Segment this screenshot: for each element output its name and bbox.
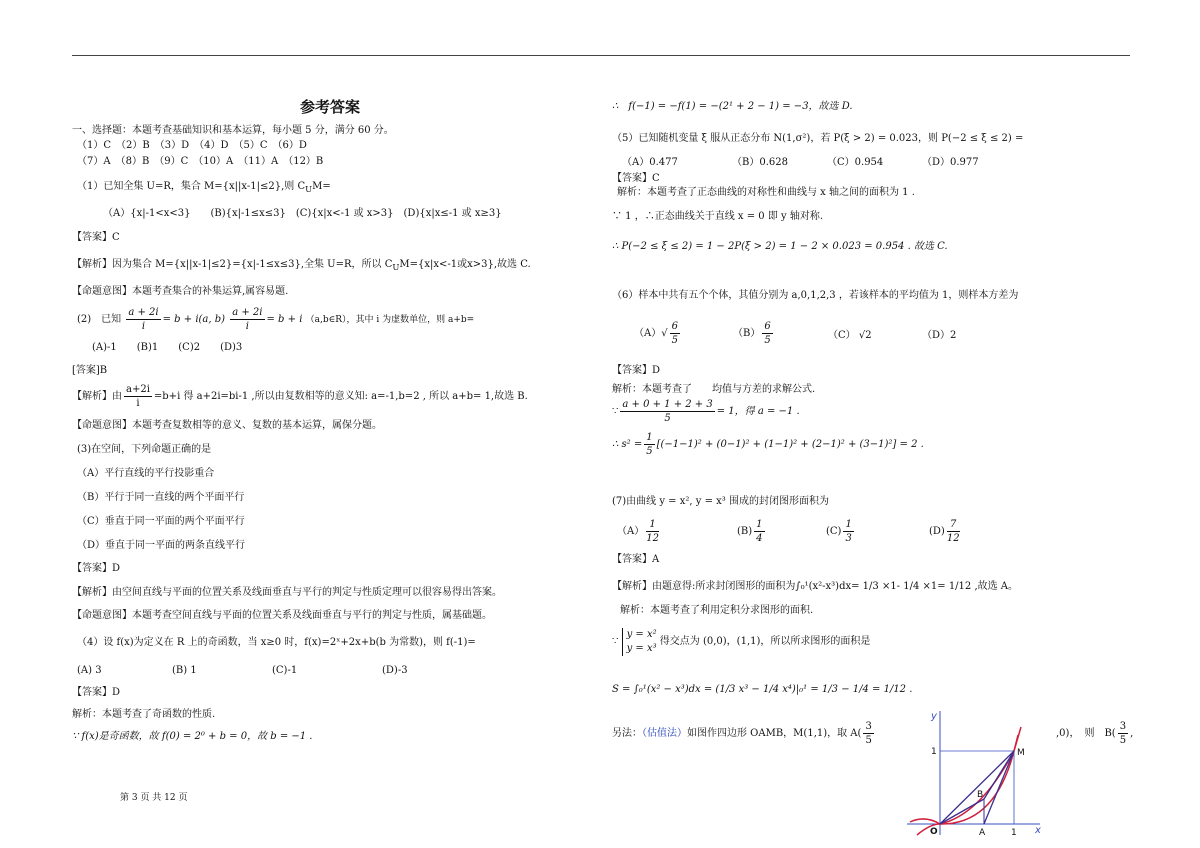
q5-explanation: 解析：本题考查了正态曲线的对称性和曲线与 x 轴之间的面积为 1 . — [617, 187, 915, 198]
q7-option-a: （A） $\frac{1}{12}$ — [617, 519, 659, 544]
q7-text: (7)由曲线 y = x², y = x³ 围成的封闭图形面积为 — [612, 496, 829, 507]
q7-answer: 【答案】A — [612, 554, 660, 565]
q6-answer: 【答案】D — [612, 365, 661, 376]
label-o: O — [930, 827, 938, 837]
q7-option-c: (C) $\frac{1}{3}$ — [826, 519, 852, 544]
label-m: M — [1017, 748, 1025, 758]
label-y: y — [931, 711, 937, 722]
q7-system: ∵ y = x² y = x³ 得交点为 (0,0)，(1,1)，所以所求图形的面积是 — [612, 629, 871, 654]
q4-explanation-2: ∵ f(x)是奇函数，故 f(0) = 2⁰ + b = 0，故 b = −1 . — [72, 731, 313, 742]
q6-option-b: （B） $\frac{6}{5}$ — [733, 321, 771, 346]
label-one-x: 1 — [1011, 828, 1017, 838]
q3-answer: 【答案】D — [72, 563, 121, 574]
q5-option-c: （C）0.954 — [827, 157, 884, 168]
label-x: x — [1035, 825, 1041, 836]
page-footer: 第 3 页 共 12 页 — [120, 793, 188, 803]
q2-answer: [答案]B — [72, 365, 108, 376]
q4-option-b: (B) 1 — [172, 665, 197, 676]
q6-explanation: 解析：本题考查了 均值与方差的求解公式. — [612, 384, 816, 395]
q3-text: (3)在空间，下列命题正确的是 — [77, 444, 212, 455]
answers-row-2: （7）A （8）B （9）C （10）A （11）A （12）B — [77, 156, 324, 167]
q4-option-a: (A) 3 — [77, 665, 102, 676]
q4-option-d: (D)-3 — [382, 665, 408, 676]
area-figure — [905, 705, 1045, 845]
q6-explanation-2: ∵ $\frac{a + 0 + 1 + 2 + 3}{5}$ = 1，得 a = −1 . — [612, 399, 800, 424]
q3-option-a: （A）平行直线的平行投影重合 — [77, 468, 215, 479]
q7-integral: S = ∫₀¹(x² − x³)dx = (1/3 x³ − 1/4 x⁴)|₀¹ = 1/3 − 1/4 = 1/12 . — [612, 684, 913, 695]
q5-option-b: （B）0.628 — [732, 157, 788, 168]
alt-method-line: 另法：（估值法）如图作四边形 OAMB，M(1,1)，取 A( $\frac{3}{5}$ — [612, 721, 872, 746]
q2-fraction-2: $\frac{a + 2i}{i}$ — [232, 307, 263, 332]
label-b: B — [977, 790, 984, 800]
q7-explanation: 【解析】由题意得:所求封闭图形的面积为∫₀¹(x²-x³)dx= 1/3 ×1- 1/4 ×1= 1/12 ,故选 A。 — [612, 581, 1019, 592]
q2-text: (2) 已知 $\frac{a + 2i}{i}$ = b + i(a, b) $\frac{a + 2i}{i}$ = b + i （a,b∈R），其中 i 为虚数单位，则 a+b= — [77, 307, 475, 332]
answers-row-1: （1）C （2）B （3）D （4）D （5）C （6）D — [77, 140, 307, 151]
q4-text: （4）设 f(x)为定义在 R 上的奇函数，当 x≥0 时，f(x)=2ˣ+2x+b(b 为常数)，则 f(-1)= — [77, 637, 476, 648]
q6-option-c: （C） √2 — [828, 330, 872, 341]
q6-option-a: （A）√ $\frac{6}{5}$ — [634, 321, 678, 346]
q5-text: （5）已知随机变量 ξ 服从正态分布 N(1,σ²)，若 P(ξ > 2) = 0.023，则 P(−2 ≤ ξ ≤ 2) = — [612, 133, 1024, 144]
q2-options: (A)-1 (B)1 (C)2 (D)3 — [92, 342, 243, 353]
label-one-y: 1 — [931, 747, 937, 757]
q7-option-d: (D) $\frac{7}{12}$ — [929, 519, 960, 544]
q3-option-c: （C）垂直于同一平面的两个平面平行 — [77, 516, 245, 527]
q4-answer: 【答案】D — [72, 687, 121, 698]
alt-method-label: （估值法） — [642, 728, 687, 739]
q5-explanation-2: ∵ 1 ，∴正态曲线关于直线 x = 0 即 y 轴对称. — [612, 211, 824, 222]
q2-intent: 【命题意图】本题考查复数相等的意义、复数的基本运算，属保分题。 — [72, 420, 382, 431]
page-title: 参考答案 — [300, 98, 361, 116]
q1-explanation: 【解析】因为集合 M={x||x-1|≤2}={x|-1≤x≤3},全集 U=R，所以 $C_UM=\{x|x<-1$或x>3},故选 C. — [72, 259, 531, 272]
q5-option-d: （D）0.977 — [922, 157, 979, 168]
q2-explanation: 【解析】由 $\frac{a+2i}{i}$ =b+i 得 a+2i=bi-1 ,所以由复数相等的意义知: a=-1,b=2 , 所以 a+b= 1,故选 B. — [72, 384, 528, 409]
q7-option-b: (B) $\frac{1}{4}$ — [737, 519, 763, 544]
q3-option-b: （B）平行于同一直线的两个平面平行 — [77, 492, 245, 503]
intro-line: 一、选择题：本题考查基础知识和基本运算，每小题 5 分，满分 60 分。 — [72, 125, 394, 136]
q1-intent: 【命题意图】本题考查集合的补集运算,属容易题. — [72, 286, 289, 297]
q2-fraction-1: $\frac{a + 2i}{i}$ — [128, 307, 159, 332]
q1-answer: 【答案】C — [72, 232, 120, 243]
q7-explanation-2: 解析：本题考查了利用定积分求图形的面积. — [620, 605, 814, 616]
q6-option-d: （D）2 — [922, 330, 957, 341]
q5-answer: 【答案】C — [612, 173, 660, 184]
chord-bm — [984, 751, 1014, 799]
q1-options: （A）{x|-1<x<3} (B){x|-1≤x≤3} (C){x|x<-1 或 x>3} (D){x|x≤-1 或 x≥3} — [103, 208, 502, 219]
q1-text: （1）已知全集 U=R，集合 M={x||x-1|≤2},则 $C_UM=$ — [77, 181, 331, 194]
q4-option-c: (C)-1 — [272, 665, 298, 676]
q3-intent: 【命题意图】本题考查空间直线与平面的位置关系及线面垂直与平行的判定与性质，属基础题。 — [72, 610, 492, 621]
q6-explanation-3: ∴ s² = $\frac{1}{5}$ [(−1−1)² + (0−1)² + (1−1)² + (2−1)² + (3−1)²] = 2 . — [612, 432, 924, 457]
q4-explanation: 解析：本题考查了奇函数的性质. — [72, 709, 216, 720]
q3-option-d: （D）垂直于同一平面的两条直线平行 — [77, 540, 246, 551]
q4-conclusion: ∴ f(−1) = −f(1) = −(2¹ + 2 − 1) = −3，故选 D. — [612, 101, 853, 112]
q3-explanation: 【解析】由空间直线与平面的位置关系及线面垂直与平行的判定与性质定理可以很容易得出答案。 — [72, 587, 502, 598]
header-rule — [72, 55, 1130, 56]
q6-text: （6）样本中共有五个个体，其值分别为 a,0,1,2,3 ，若该样本的平均值为 1，则样本方差为 — [612, 290, 1019, 301]
q5-explanation-3: ∴ P(−2 ≤ ξ ≤ 2) = 1 − 2P(ξ > 2) = 1 − 2 × 0.023 = 0.954 . 故选 C. — [612, 241, 948, 252]
q5-option-a: （A）0.477 — [622, 157, 678, 168]
label-a: A — [979, 828, 986, 838]
chord-am — [984, 751, 1014, 824]
alt-method-line-end: ,0)， 则 B( $\frac{3}{5}$ , — [1056, 721, 1134, 746]
